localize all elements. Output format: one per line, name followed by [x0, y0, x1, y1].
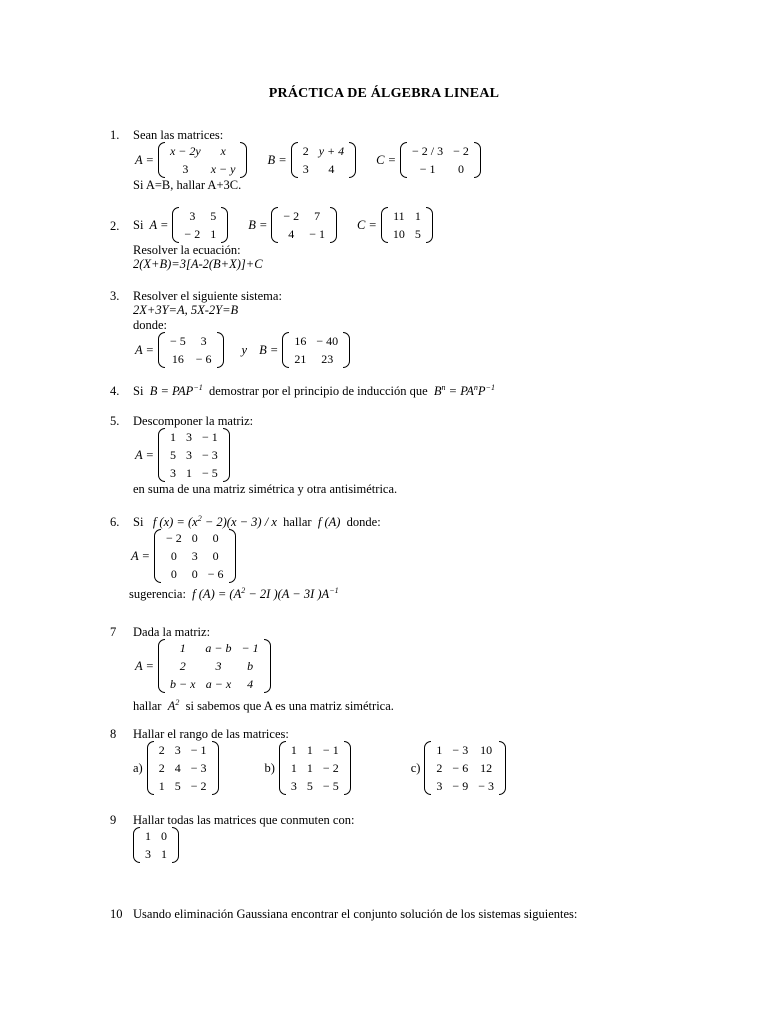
bracket-left	[291, 142, 298, 178]
matrix-cell: − 1	[419, 162, 436, 177]
bracket-left	[133, 827, 140, 863]
given-exponent: −1	[193, 383, 203, 392]
bracket-right	[349, 142, 356, 178]
matrix-a	[147, 741, 219, 795]
matrix-row	[140, 845, 172, 863]
bracket-right	[223, 428, 230, 482]
matrix-entries	[286, 741, 344, 795]
bracket-left	[154, 529, 161, 583]
matrix-label: A =	[149, 217, 169, 232]
matrix-cell: 3	[215, 659, 222, 674]
matrix-row	[165, 142, 241, 160]
matrix-cell: 0	[212, 549, 219, 564]
matrix-row	[388, 225, 426, 243]
matrix-entries	[165, 428, 223, 482]
matrix-cell: 1	[436, 743, 443, 758]
bracket-right	[330, 207, 337, 243]
matrix-entries	[278, 207, 330, 243]
bracket-right	[229, 529, 236, 583]
matrix-cell: 16	[294, 334, 307, 349]
bracket-right	[264, 639, 271, 693]
bracket-right	[217, 332, 224, 368]
problem-prefix: Si	[133, 515, 144, 529]
matrix-label: B =	[267, 153, 287, 168]
matrix-cell: 4	[174, 761, 181, 776]
func-part: − 2)(x − 3) / x	[201, 515, 277, 529]
claim-end: P	[477, 384, 486, 398]
problem-text: Sean las matrices:	[133, 128, 224, 142]
matrix-cell: 1	[145, 829, 151, 844]
matrix-row	[165, 160, 241, 178]
matrix-row	[431, 759, 499, 777]
matrix-cell: 7	[314, 209, 321, 223]
matrix-cell: 3	[290, 779, 297, 794]
matrix-label: A =	[135, 342, 154, 357]
matrix-row	[286, 759, 344, 777]
matrix-A	[158, 142, 248, 178]
matrix-row	[278, 225, 330, 243]
matrix-cell: 0	[191, 531, 198, 546]
matrix-cell: − 6	[452, 761, 469, 776]
matrix-cell: 1	[306, 743, 313, 758]
matrix-cell: 0	[170, 567, 177, 582]
matrix-row	[165, 657, 264, 675]
matrix-entries	[431, 741, 499, 795]
problem-number: 2.	[110, 219, 120, 233]
problem-system: 2X+3Y=A, 5X-2Y=B	[133, 303, 239, 318]
matrix-cell: 1	[414, 209, 421, 223]
matrix-cell: 5	[210, 209, 217, 223]
matrix-row	[289, 332, 343, 350]
matrix-cell: x	[220, 144, 226, 159]
problem-number: 10	[110, 907, 123, 921]
claim-exponent: −1	[485, 383, 495, 392]
matrix-A	[154, 529, 236, 583]
matrix-cell: 5	[414, 227, 421, 241]
matrix-cell: 4	[328, 162, 335, 177]
hint-exponent: −1	[329, 586, 339, 596]
matrix-cell: 0	[161, 829, 167, 844]
matrix-B	[291, 142, 356, 178]
matrix-cell: 1	[169, 430, 176, 445]
problem-where: donde:	[133, 317, 168, 332]
matrix-row	[179, 207, 221, 225]
problem-text: Dada la matriz:	[133, 625, 211, 639]
function-formula	[153, 515, 277, 529]
matrix-cell: 12	[480, 761, 493, 776]
problem-number: 1.	[110, 128, 120, 142]
matrix-cell: 2	[158, 761, 165, 776]
matrix-cell: − 5	[169, 334, 186, 349]
matrix-cell: 3	[200, 334, 207, 349]
bracket-left	[271, 207, 278, 243]
matrix-row	[286, 741, 344, 759]
hint-formula	[192, 587, 338, 601]
matrix-entries	[161, 529, 229, 583]
matrix-cell: − 2	[165, 531, 182, 546]
matrix-cell: 2	[302, 144, 309, 159]
matrix-cell: − 1	[201, 430, 218, 445]
matrix-entries	[289, 332, 343, 368]
matrix-entries	[165, 332, 217, 368]
matrix-b	[279, 741, 351, 795]
matrix-cell: 3	[189, 209, 196, 223]
matrix-label: C =	[376, 153, 397, 168]
claim-mid: = PA	[445, 384, 474, 398]
bracket-left	[158, 428, 165, 482]
matrix-entries	[154, 741, 212, 795]
matrices-row	[133, 428, 723, 482]
matrix-label: A =	[135, 153, 154, 168]
matrix-cell: 2	[436, 761, 443, 776]
matrix-row	[161, 565, 229, 583]
matrix-cell: x − y	[210, 162, 236, 177]
matrix-row	[278, 207, 330, 225]
matrix-cell: − 6	[195, 352, 212, 367]
claim-base: B	[433, 384, 442, 398]
matrix-row	[154, 777, 212, 795]
problem-text	[133, 384, 723, 398]
matrix-row	[298, 142, 349, 160]
bracket-left	[279, 741, 286, 795]
matrix-entries	[165, 639, 264, 693]
problem-where: donde:	[346, 515, 381, 529]
matrix-cell: − 2	[190, 779, 207, 794]
after-base: A	[167, 699, 176, 714]
matrix-B	[282, 332, 350, 368]
bracket-right	[212, 741, 219, 795]
matrix-cell: 1	[290, 743, 297, 758]
matrix-cell: 11	[393, 209, 405, 223]
problem-text: Hallar todas las matrices que conmuten con:	[133, 813, 355, 827]
matrix-cell: a − x	[205, 677, 232, 692]
matrix-entries	[165, 142, 241, 178]
matrix-row	[165, 639, 264, 657]
problem-text: Resolver la ecuación:	[133, 243, 241, 257]
matrix-cell: 4	[247, 677, 254, 692]
problem-statement: demostrar por el principio de inducción que	[208, 384, 428, 398]
bracket-left	[282, 332, 289, 368]
matrix-cell: 3	[145, 847, 151, 862]
matrix-label: b)	[264, 761, 275, 776]
bracket-right	[344, 741, 351, 795]
bracket-left	[381, 207, 388, 243]
matrix-row	[165, 446, 223, 464]
matrix-cell: 3	[191, 549, 198, 564]
bracket-right	[343, 332, 350, 368]
problem-hint	[129, 587, 723, 601]
problem-text: Usando eliminación Gaussiana encontrar el conjunto solución de los sistemas siguientes:	[133, 907, 578, 921]
matrix-cell: 0	[191, 567, 198, 582]
matrix-cell: 3	[174, 743, 181, 758]
matrix-label: A =	[131, 549, 150, 564]
matrix-cell: 1	[210, 227, 217, 241]
problem-prefix: Si	[133, 384, 144, 398]
hint-label: sugerencia:	[129, 587, 186, 602]
matrix-cell: 1	[179, 641, 186, 656]
matrix-cell: − 2	[453, 144, 469, 159]
matrix-row	[431, 741, 499, 759]
matrix-entries	[407, 142, 474, 178]
matrix-cell: 3	[185, 430, 192, 445]
matrix-row	[165, 464, 223, 482]
matrix-cell: 5	[174, 779, 181, 794]
problem-target: f (A)	[317, 515, 341, 529]
matrix-cell: 1	[158, 779, 165, 794]
matrix-cell: − 9	[452, 779, 469, 794]
matrix-label: B =	[248, 217, 268, 232]
problem-prefix: Si	[133, 217, 144, 232]
matrix-row	[298, 160, 349, 178]
matrix-cell: 3	[169, 466, 176, 481]
matrix-row	[165, 428, 223, 446]
bracket-right	[499, 741, 506, 795]
matrix-entries	[179, 207, 221, 243]
matrix-row	[407, 160, 474, 178]
conjunction: y	[241, 342, 248, 357]
claim-exponent: n	[441, 383, 446, 392]
matrix-row	[154, 759, 212, 777]
matrix-label: a)	[133, 761, 143, 776]
bracket-right	[426, 207, 433, 243]
matrix-A	[158, 428, 230, 482]
problem-number: 3.	[110, 289, 120, 303]
matrix-label: c)	[410, 761, 421, 776]
matrix-cell: 3	[436, 779, 443, 794]
matrix-cell: − 6	[207, 567, 224, 582]
matrix-cell: − 2	[283, 209, 300, 223]
matrix-row	[161, 529, 229, 547]
matrix-row	[431, 777, 499, 795]
matrix-cell: 23	[321, 352, 334, 367]
matrix-cell: 10	[392, 227, 405, 241]
problem-after: en suma de una matriz simétrica y otra antisimétrica.	[133, 482, 398, 497]
problem-text: Descomponer la matriz:	[133, 414, 254, 428]
matrix-cell: 0	[458, 162, 465, 177]
problem-text: Hallar el rango de las matrices:	[133, 727, 289, 741]
matrix-cell: − 1	[241, 641, 259, 656]
matrix-cell: b	[247, 659, 254, 674]
matrix-cell: 3	[302, 162, 309, 177]
matrix-row	[289, 350, 343, 368]
matrix-entries	[388, 207, 426, 243]
matrix-row	[165, 350, 217, 368]
matrix-cell: 3	[182, 162, 189, 177]
claim-formula	[434, 384, 495, 398]
matrix-row	[388, 207, 426, 225]
matrices-row	[129, 529, 723, 583]
hint-part: − 2I )(A − 3I )A	[245, 587, 330, 602]
bracket-left	[424, 741, 431, 795]
matrix-C	[400, 142, 481, 178]
matrix-cell: 2	[158, 743, 165, 758]
matrix-cell: 4	[288, 227, 295, 241]
matrix-cell: − 40	[316, 334, 339, 349]
bracket-left	[400, 142, 407, 178]
matrix-row	[154, 741, 212, 759]
problem-after	[133, 699, 723, 713]
problem-number: 8	[110, 727, 117, 741]
matrix-label: A =	[135, 448, 154, 463]
bracket-right	[240, 142, 247, 178]
matrix-cell: 5	[306, 779, 313, 794]
bracket-left	[158, 332, 165, 368]
matrix-cell: 10	[480, 743, 493, 758]
bracket-left	[147, 741, 154, 795]
matrix-entries	[140, 827, 172, 863]
after-formula	[168, 699, 180, 713]
matrices-row	[133, 827, 723, 863]
matrix-cell: b − x	[169, 677, 196, 692]
matrix-cell: 16	[171, 352, 184, 367]
matrix-cell: x − 2y	[169, 144, 201, 159]
matrix-c	[424, 741, 506, 795]
matrix-label: A =	[135, 659, 154, 674]
after-text: hallar	[133, 699, 162, 714]
matrix-cell: 2	[179, 659, 186, 674]
matrix-A	[172, 207, 228, 243]
problem-mid: hallar	[283, 515, 312, 529]
bracket-left	[172, 207, 179, 243]
matrix-cell: 1	[161, 847, 167, 862]
matrix-row	[179, 225, 221, 243]
matrix-row	[407, 142, 474, 160]
matrix-cell: 3	[185, 448, 192, 463]
matrix-cell: − 3	[190, 761, 207, 776]
matrices-row	[133, 207, 723, 243]
matrix-cell: 1	[306, 761, 313, 776]
matrix-label: C =	[356, 217, 377, 232]
matrix-cell: a − b	[205, 641, 232, 656]
problem-number: 5.	[110, 414, 120, 428]
page-title: PRÁCTICA DE ÁLGEBRA LINEAL	[268, 86, 500, 101]
matrix-cell: 1	[290, 761, 297, 776]
after-exponent: 2	[175, 698, 180, 708]
func-part: f (x) = (x	[152, 515, 198, 529]
matrix-M	[133, 827, 179, 863]
problem-number: 6.	[110, 515, 120, 529]
problem-number: 9	[110, 813, 117, 827]
matrix-cell: − 2	[184, 227, 201, 241]
matrix-cell: − 1	[322, 743, 339, 758]
matrix-A	[158, 639, 271, 693]
matrix-cell: 0	[212, 531, 219, 546]
problem-text: Resolver el siguiente sistema:	[133, 289, 282, 303]
matrix-row	[140, 827, 172, 845]
bracket-right	[221, 207, 228, 243]
matrices-row	[133, 741, 723, 795]
func-exponent: 2	[197, 514, 202, 523]
given-formula	[150, 384, 203, 398]
matrix-row	[165, 332, 217, 350]
matrix-row	[286, 777, 344, 795]
problem-number: 4.	[110, 384, 120, 398]
matrix-cell: − 3	[452, 743, 469, 758]
matrix-cell: − 1	[309, 227, 325, 241]
after-text: si sabemos que A es una matriz simétrica.	[185, 699, 394, 714]
matrix-cell: − 2	[322, 761, 339, 776]
matrix-cell: 5	[169, 448, 176, 463]
problem-text	[133, 515, 723, 529]
matrices-row	[133, 639, 723, 693]
matrix-cell: 0	[170, 549, 177, 564]
matrix-cell: − 3	[478, 779, 494, 794]
matrix-entries	[298, 142, 349, 178]
matrix-cell: − 1	[190, 743, 207, 758]
matrix-cell: − 2 / 3	[412, 144, 444, 159]
bracket-left	[158, 639, 165, 693]
matrix-row	[165, 675, 264, 693]
bracket-right	[474, 142, 481, 178]
matrix-cell: y + 4	[318, 144, 345, 159]
matrix-cell: − 3	[201, 448, 218, 463]
bracket-left	[158, 142, 165, 178]
matrix-cell: 1	[185, 466, 192, 481]
matrices-row	[133, 142, 723, 178]
matrix-A	[158, 332, 224, 368]
matrix-cell: 21	[294, 352, 307, 367]
bracket-right	[172, 827, 179, 863]
matrix-row	[161, 547, 229, 565]
problem-question: Si A=B, hallar A+3C.	[133, 178, 242, 193]
problem-number: 7	[110, 625, 117, 639]
matrix-B	[271, 207, 337, 243]
matrix-C	[381, 207, 433, 243]
matrix-label: B =	[259, 342, 279, 357]
claim-exponent: n	[473, 383, 478, 392]
given-base: B = PAP	[149, 384, 194, 398]
hint-exponent: 2	[241, 586, 246, 596]
matrix-cell: − 5	[201, 466, 218, 481]
matrix-cell: − 5	[322, 779, 339, 794]
matrices-row	[133, 332, 723, 368]
hint-part: f (A) = (A	[192, 587, 242, 602]
problem-equation: 2(X+B)=3[A-2(B+X)]+C	[133, 257, 263, 272]
